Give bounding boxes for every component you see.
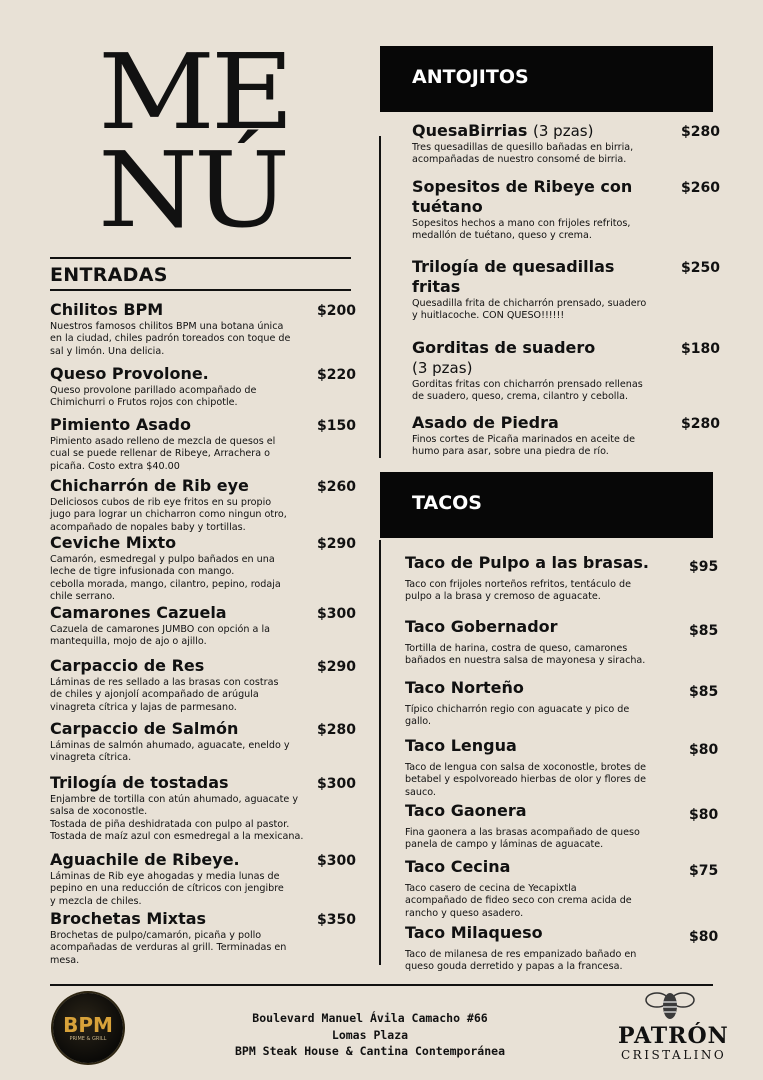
item-name-text: Taco Cecina — [405, 857, 511, 876]
item-name — [50, 533, 310, 553]
description-line: acompañado de nopales baby y tortillas. — [50, 521, 246, 533]
description-line: de chiles y ajonjolí acompañado de arúgula — [50, 689, 259, 701]
item-price: $260 — [317, 479, 356, 495]
item-description — [50, 794, 320, 843]
description-line: gallo. — [405, 716, 432, 728]
item-name-text: Sopesitos de Ribeye con — [412, 177, 633, 196]
item-price: $75 — [689, 863, 719, 879]
description-line: humo para asar, sobre una piedra de río. — [412, 446, 609, 458]
tacos-banner — [380, 472, 713, 538]
description-line: pulpo a la brasa y cremoso de aguacate. — [405, 591, 601, 603]
patron-logo-sub: CRISTALINO — [621, 1048, 727, 1062]
description-line: Chimichurri o Frutos rojos con chipotle. — [50, 397, 238, 409]
description-line: Camarón, esmedregal y pulpo bañados en una — [50, 554, 275, 565]
item-price: $85 — [689, 623, 719, 639]
description-line: picaña. Costo extra $40.00 — [50, 460, 180, 472]
item-description — [50, 385, 320, 410]
menu-item — [50, 533, 330, 603]
description-line: mantequilla, mojo de ajo o ajillo. — [50, 636, 207, 648]
menu-item — [412, 121, 687, 167]
description-line: Pimiento asado relleno de mezcla de quesos el — [50, 436, 276, 447]
patron-logo-word: PATRÓN — [618, 1023, 729, 1049]
address-line-3: BPM Steak House & Cantina Contemporánea — [234, 1044, 506, 1059]
description-line: pepino en una reducción de cítricos con jengibre — [50, 883, 284, 895]
patron-logo — [612, 988, 732, 1068]
item-name — [412, 413, 662, 433]
menu-item — [412, 257, 687, 323]
item-description — [405, 643, 675, 668]
description-line: bañados en nuestra salsa de mayonesa y siracha. — [405, 655, 646, 667]
menu-item — [50, 909, 330, 967]
description-line: Láminas de res sellado a las brasas con costras — [50, 677, 279, 688]
bpm-logo — [53, 993, 123, 1063]
description-line: acompañadas de verduras al grill. Terminadas en — [50, 942, 287, 954]
item-description — [405, 762, 675, 799]
item-description — [412, 218, 677, 243]
item-name — [412, 257, 662, 277]
description-line: Gorditas fritas con chicharrón prensado rellenas — [412, 379, 643, 390]
item-name — [405, 857, 675, 877]
description-line: mesa. — [50, 954, 80, 966]
antojitos-heading: ANTOJITOS — [412, 66, 529, 88]
item-name-text: Taco de Pulpo a las brasas. — [405, 553, 649, 572]
menu-item — [50, 850, 330, 908]
item-description — [405, 883, 675, 920]
item-name — [50, 773, 310, 793]
description-line: Taco de milanesa de res empanizado bañado en — [405, 949, 637, 960]
item-description — [405, 704, 675, 729]
item-name — [405, 923, 675, 943]
item-name — [412, 121, 662, 141]
item-name — [50, 656, 310, 676]
description-line: Quesadilla frita de chicharrón prensado, suadero — [412, 298, 647, 309]
item-name-text: Taco Milaqueso — [405, 923, 543, 942]
description-line: leche de tigre infusionada con mango. — [50, 566, 235, 578]
menu-item — [405, 801, 685, 852]
item-price: $220 — [317, 367, 356, 383]
description-line: sauco. — [405, 786, 436, 798]
address-line-1: Boulevard Manuel Ávila Camacho #66 — [252, 1011, 488, 1025]
footer-address — [200, 1010, 540, 1060]
description-line: vinagreta cítrica. — [50, 752, 132, 764]
item-price: $290 — [317, 536, 356, 552]
menu-item — [50, 476, 330, 534]
menu-item — [405, 857, 685, 920]
item-description — [405, 579, 675, 604]
description-line: Sopesitos hechos a mano con frijoles refritos, — [412, 218, 631, 229]
menu-title-line1: ME — [98, 31, 290, 153]
item-price: $150 — [317, 418, 356, 434]
item-name — [50, 909, 310, 929]
description-line: Tortilla de harina, costra de queso, camarones — [405, 643, 628, 654]
item-name-text: QuesaBirrias — [412, 121, 528, 140]
description-line: Enjambre de tortilla con atún ahumado, aguacate y — [50, 794, 299, 805]
menu-item — [405, 678, 685, 729]
description-line: Cazuela de camarones JUMBO con opción a la — [50, 624, 271, 635]
description-line: Taco de lengua con salsa de xoconostle, brotes de — [405, 762, 647, 773]
description-line: betabel y espolvoreado hierbas de olor y flores de — [405, 774, 647, 786]
menu-item — [405, 617, 685, 668]
menu-item — [405, 923, 685, 974]
item-name — [50, 415, 310, 435]
item-name-text: Taco Gaonera — [405, 801, 527, 820]
item-price: $300 — [317, 776, 356, 792]
item-price: $80 — [689, 807, 719, 823]
item-description — [50, 554, 320, 603]
item-name — [412, 177, 662, 197]
menu-item — [412, 338, 687, 404]
item-name — [405, 617, 675, 637]
item-description — [412, 434, 677, 459]
description-line: queso gouda derretido y papas a la francesa. — [405, 961, 623, 973]
item-name-text: Carpaccio de Salmón — [50, 719, 239, 738]
description-line: Tostada de maíz azul con esmedregal a la mexicana. — [50, 830, 304, 842]
item-name — [50, 300, 310, 320]
item-name — [50, 603, 310, 623]
item-name — [50, 719, 310, 739]
menu-item — [405, 736, 685, 799]
description-line: Tres quesadillas de quesillo bañadas en birria, — [412, 142, 634, 153]
item-name — [412, 338, 662, 358]
item-name — [405, 553, 675, 573]
item-name-line2: fritas — [412, 277, 461, 296]
footer-rule — [50, 984, 713, 986]
item-price: $300 — [317, 853, 356, 869]
menu-item — [50, 656, 330, 714]
item-price: $250 — [681, 260, 720, 276]
description-line: acompañadas de nuestro consomé de birria. — [412, 154, 627, 166]
item-name-text: Chicharrón de Rib eye — [50, 476, 249, 495]
item-name-text: Ceviche Mixto — [50, 533, 177, 552]
item-name-text: Camarones Cazuela — [50, 603, 227, 622]
description-line: jugo para lograr un chicharron como ningun otro, — [50, 509, 287, 521]
item-name-line2: tuétano — [412, 197, 483, 216]
item-name-text: Gorditas de suadero — [412, 338, 596, 357]
description-line: vinagreta cítrica y lajas de parmesano. — [50, 701, 237, 713]
menu-item — [412, 413, 687, 459]
description-line: acompañado de fideo seco con crema acida de — [405, 895, 632, 907]
description-line: Láminas de Rib eye ahogadas y media lunas de — [50, 871, 280, 882]
description-line: Deliciosos cubos de rib eye fritos en su propio — [50, 497, 272, 508]
description-line: salsa de xoconostle. — [50, 806, 148, 818]
item-description — [405, 949, 675, 974]
item-description — [50, 930, 320, 967]
item-description — [50, 436, 320, 473]
item-name-text: Aguachile de Ribeye. — [50, 850, 240, 869]
description-line: Taco casero de cecina de Yecapixtla — [405, 883, 577, 894]
entradas-top-rule — [50, 257, 351, 259]
item-price: $200 — [317, 303, 356, 319]
item-price: $350 — [317, 912, 356, 928]
item-name-text: Trilogía de tostadas — [50, 773, 229, 792]
item-name-text: Brochetas Mixtas — [50, 909, 207, 928]
antojitos-banner — [380, 46, 713, 112]
item-price: $290 — [317, 659, 356, 675]
item-price: $280 — [681, 416, 720, 432]
item-price: $80 — [689, 929, 719, 945]
menu-item — [50, 603, 330, 649]
menu-item — [412, 177, 687, 243]
entradas-bottom-rule — [50, 289, 351, 291]
menu-item — [50, 719, 330, 765]
item-name-text: Asado de Piedra — [412, 413, 559, 432]
description-line: de suadero, queso, crema, cilantro y cebolla. — [412, 391, 629, 403]
description-line: cebolla morada, mango, cilantro, pepino, rodaja — [50, 578, 281, 590]
item-name-text: Pimiento Asado — [50, 415, 191, 434]
item-name-text: Taco Lengua — [405, 736, 517, 755]
bpm-logo-sub: PRIME & GRILL — [69, 1036, 107, 1042]
item-description — [50, 497, 320, 534]
menu-item — [50, 364, 330, 410]
description-line: Nuestros famosos chilitos BPM una botana única — [50, 321, 284, 332]
item-price: $85 — [689, 684, 719, 700]
description-line: Fina gaonera a las brasas acompañado de queso — [405, 827, 640, 838]
description-line: cual se puede rellenar de Ribeye, Arrachera o — [50, 448, 271, 460]
description-line: rancho y queso asadero. — [405, 907, 524, 919]
item-price: $280 — [681, 124, 720, 140]
menu-item — [405, 553, 685, 604]
item-qty-text: (3 pzas) — [412, 359, 473, 377]
item-name — [405, 736, 675, 756]
description-line: Brochetas de pulpo/camarón, picaña y pollo — [50, 930, 262, 941]
description-line: panela de campo y láminas de aguacate. — [405, 839, 604, 851]
menu-title-line2: NÚ — [98, 129, 286, 251]
menu-item — [50, 300, 330, 358]
item-name — [50, 850, 310, 870]
item-name — [405, 801, 675, 821]
item-name-text: Trilogía de quesadillas — [412, 257, 615, 276]
description-line: Finos cortes de Picaña marinados en aceite de — [412, 434, 635, 445]
item-price: $300 — [317, 606, 356, 622]
item-price: $280 — [317, 722, 356, 738]
item-description — [412, 142, 677, 167]
column-divider-upper — [379, 136, 381, 458]
item-price: $95 — [689, 559, 719, 575]
description-line: Taco con frijoles norteños refritos, tentáculo de — [405, 579, 631, 590]
address-line-2: Lomas Plaza — [331, 1027, 409, 1042]
description-line: chile serrano. — [50, 590, 115, 602]
item-description — [50, 321, 320, 358]
column-divider-lower — [379, 540, 381, 965]
item-price: $180 — [681, 341, 720, 357]
item-name — [50, 476, 310, 496]
item-name — [50, 364, 310, 384]
item-name-text: Taco Norteño — [405, 678, 524, 697]
item-description — [405, 827, 675, 852]
item-name — [405, 678, 675, 698]
description-line: Queso provolone parillado acompañado de — [50, 385, 257, 396]
item-name-text: Carpaccio de Res — [50, 656, 205, 675]
description-line: Láminas de salmón ahumado, aguacate, eneldo y — [50, 740, 290, 751]
item-price: $260 — [681, 180, 720, 196]
item-description — [50, 871, 320, 908]
description-line: medallón de tuétano, queso y crema. — [412, 230, 592, 242]
item-name-text: Taco Gobernador — [405, 617, 558, 636]
description-line: y huitlacoche. CON QUESO!!!!!! — [412, 310, 565, 322]
item-price: $80 — [689, 742, 719, 758]
description-line: y mezcla de chiles. — [50, 895, 142, 907]
item-name-text: Chilitos BPM — [50, 300, 164, 319]
entradas-heading: ENTRADAS — [50, 264, 168, 286]
menu-item — [50, 773, 330, 843]
description-line: Típico chicharrón regio con aguacate y pico de — [405, 704, 630, 715]
tacos-heading: TACOS — [412, 492, 482, 514]
item-description — [50, 624, 320, 649]
item-description — [50, 677, 320, 714]
item-description — [412, 298, 677, 323]
description-line: Tostada de piña deshidratada con pulpo al pastor. — [50, 818, 290, 830]
item-description — [50, 740, 320, 765]
bpm-logo-text: BPM — [63, 1013, 113, 1037]
item-name-text: Queso Provolone. — [50, 364, 209, 383]
item-qty: (3 pzas) — [533, 122, 594, 140]
menu-item — [50, 415, 330, 473]
description-line: sal y limón. Una delicia. — [50, 345, 165, 357]
bee-icon — [645, 988, 695, 1022]
item-description — [412, 379, 677, 404]
item-qty — [412, 358, 687, 378]
description-line: en la ciudad, chiles padrón toreados con toque de — [50, 333, 291, 345]
